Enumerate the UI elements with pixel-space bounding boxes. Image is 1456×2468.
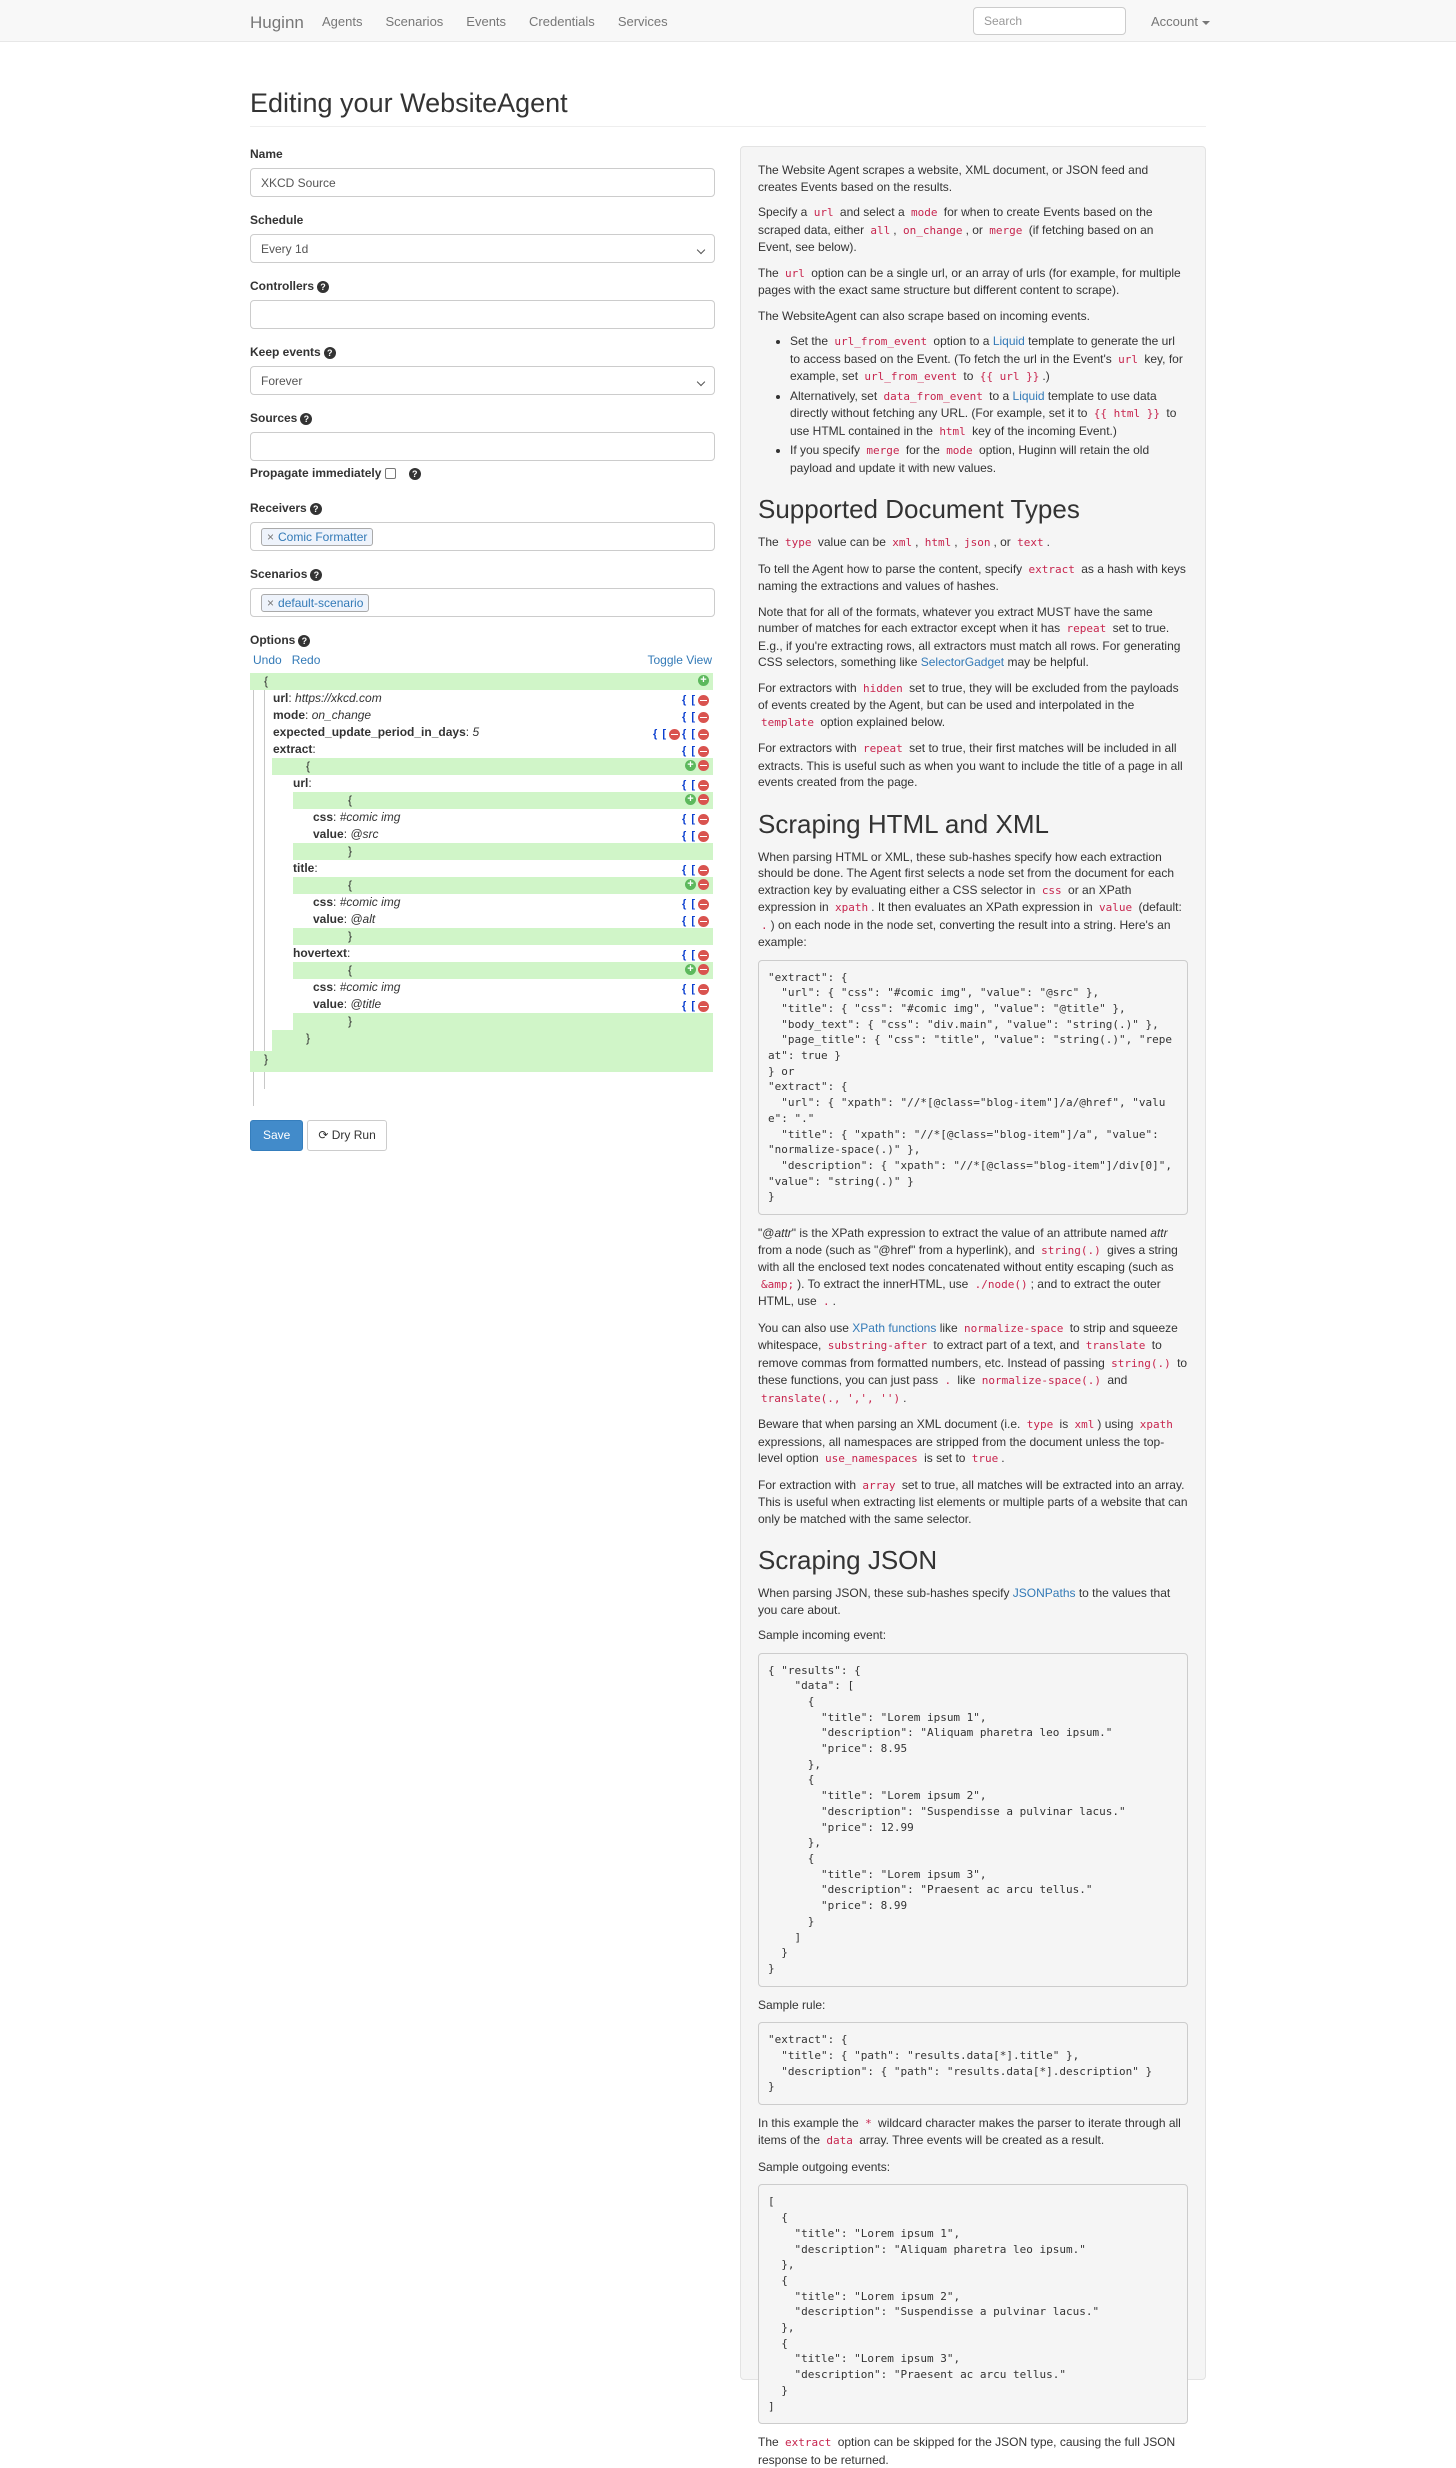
colon: : [347,946,351,961]
convert-buttons[interactable]: { [ [682,813,696,826]
convert-buttons[interactable]: { [ [682,1000,696,1013]
help-paragraph: Note that for all of the formats, whatever you extract MUST have the same number of matches for each extractor except when it has repeat set to true. E.g., if you're extracting rows, all extractors must match all rows. For generating CSS selectors, something like SelectorGadget may be helpful. [758,604,1181,669]
value[interactable]: https://xkcd.com [295,691,382,706]
json-editor[interactable] [250,673,713,1106]
sample-rule-label: Sample rule: [758,1997,826,2012]
colon: : [333,980,337,995]
scenarios-field[interactable] [250,588,715,617]
toggle-view-link[interactable]: Toggle View [647,653,712,668]
colon: : [312,742,316,757]
code-block: "extract": { "title": { "path": "results.data[*].title" }, "description": { "path": "results.data[*].description" } } [758,2022,1188,2105]
help-icon[interactable]: ? [324,347,336,359]
convert-buttons[interactable]: { [ [682,949,696,962]
json-editor-toolbar [250,652,715,669]
brace: { [306,759,311,774]
key: title [293,861,315,876]
brace: { [348,963,353,978]
tree-row [250,826,713,843]
sources-label [250,410,715,427]
nav-services[interactable]: Services [617,14,668,29]
list-item: • If you specify merge for the mode option, Huginn will retain the old payload and update it with new values. [790,442,1188,476]
tree-row [250,724,713,741]
convert-buttons[interactable]: { [ [682,898,696,911]
remove-icon[interactable] [698,695,709,706]
scenario-tag[interactable] [261,594,369,612]
tree-row [250,996,713,1013]
help-paragraph: You can also use XPath functions like normalize-space to strip and squeeze whitespace, substring-after to extract part of a text, and translate to remove commas from formatted numbers, etc. Instead of passing string(.) to these functions, you can just pass . like normalize-space(.) and translate(., ',', '') . [758,1320,1188,1405]
brace: } [348,844,353,859]
list-item: • Set the url_from_event option to a Liquid template to generate the url to access based on the Event. (To fetch the url in the Event's url key, for example, set url_from_event to {{ url }} .) [790,333,1188,386]
value[interactable]: 5 [472,725,480,740]
tree-open [250,673,713,690]
redo-link[interactable]: Redo [291,653,321,668]
sources-field[interactable] [250,432,715,461]
convert-buttons[interactable]: { [ [682,779,696,792]
brace: } [264,1052,269,1067]
options-label [250,632,715,649]
tree-close [293,1013,713,1030]
key: value [313,827,344,842]
brace: { [264,674,269,689]
remove-icon[interactable] [698,780,709,791]
help-intro: The Website Agent scrapes a website, XML document, or JSON feed and creates Events based on the results. [758,163,1149,194]
agent-form [250,146,715,1151]
name-field[interactable]: XKCD Source [250,168,715,197]
controllers-label-text: Controllers [250,279,315,294]
selectorgadget-link[interactable]: SelectorGadget [920,655,1005,669]
help-paragraph: Specify a url and select a mode for when to create Events based on the scraped data, either all , on_change , or merge (if fetching based on an Event, see below). [758,205,1154,254]
value[interactable]: #comic img [339,980,401,995]
nav-credentials[interactable]: Credentials [529,14,595,29]
remove-icon[interactable] [698,746,709,757]
keep-events-label [250,344,715,361]
remove-tag-icon[interactable]: × [267,530,275,545]
tree-row [250,690,713,707]
navbar [0,0,1456,42]
keep-events-select[interactable]: Forever [250,366,715,395]
remove-tag-icon[interactable]: × [267,596,275,611]
section-heading: Scraping JSON [758,1545,938,1576]
value[interactable]: #comic img [339,895,401,910]
remove-icon[interactable] [698,879,709,890]
help-paragraph: "@attr" is the XPath expression to extract the value of an attribute named attr from a node (such as "@href" from a hyperlink), and string(.) gives a string with all the enclosed text nodes concatenated without entity escaping (such as &amp; ). To extract the innerHTML, use ./node() ; and to extract the outer HTML, use . . [758,1226,1178,1309]
nav-events[interactable]: Events [466,14,507,29]
value[interactable]: @title [350,997,382,1012]
receivers-label-text: Receivers [250,501,307,516]
tree-row [250,809,713,826]
remove-icon[interactable] [698,729,709,740]
tree-close [293,928,713,945]
remove-icon[interactable] [698,950,709,961]
help-paragraph: The type value can be xml , html , json , or text . [758,535,1050,549]
key: css [313,895,334,910]
help-icon[interactable]: ? [300,413,312,425]
brace: } [306,1031,311,1046]
brand-logo[interactable]: Huginn [250,13,304,32]
remove-icon[interactable] [698,1001,709,1012]
propagate-label [250,465,715,482]
remove-icon[interactable] [698,760,709,771]
remove-icon[interactable] [698,712,709,723]
convert-buttons[interactable]: { [ [682,711,696,724]
value[interactable]: @src [350,827,379,842]
list-item: • Alternatively, set data_from_event to a Liquid template to use data directly without fetching any URL. (For example, set it to {{ html }} to use HTML contained in the html key of the incoming Event.) [790,388,1188,441]
convert-buttons[interactable]: { [ [682,983,696,996]
colon: : [465,725,470,740]
dry-run-button[interactable] [307,1120,386,1151]
colon: : [305,708,309,723]
colon: : [343,827,348,842]
liquid-link[interactable]: Liquid [1012,388,1045,403]
key: expected_update_period_in_days [273,725,466,740]
receivers-field[interactable] [250,522,715,551]
add-icon[interactable] [685,794,696,805]
colon: : [343,997,348,1012]
help-paragraph: When parsing JSON, these sub-hashes specify JSONPaths to the values that you care about. [758,1586,1171,1617]
convert-buttons[interactable]: { [ [682,915,696,928]
help-paragraph: The url option can be a single url, or an array of urls (for example, for multiple pages with the exact same structure but different content to scrape). [758,265,1181,297]
controllers-label [250,278,715,295]
help-icon[interactable]: ? [298,635,310,647]
convert-buttons[interactable]: { [ [682,830,696,843]
jsonpaths-link[interactable]: JSONPaths [1012,1586,1076,1601]
tree-row [250,775,713,792]
code-block: [ { "title": "Lorem ipsum 1", "description": "Aliquam pharetra leo ipsum." }, { "title": "Lorem ipsum 2", "description": "Suspendisse a pulvinar lacus." }, { "title": "Lorem ipsum 3", "description": "Praesent ac arcu tellus." } ] [758,2184,1188,2424]
help-paragraph: For extractors with repeat set to true, their first matches will be included in all extracts. This is useful such as when you want to include the title of a page in all events created from the page. [758,741,1183,789]
tree-close [250,1051,713,1072]
convert-buttons[interactable]: { [ [682,864,696,877]
remove-icon[interactable] [698,984,709,995]
key: extract [273,742,313,757]
tree-row [250,945,713,962]
colon: : [288,691,292,706]
colon: : [333,895,337,910]
nav-agents[interactable]: Agents [322,14,363,29]
remove-icon[interactable] [698,964,709,975]
remove-icon[interactable] [698,865,709,876]
section-heading: Supported Document Types [758,494,1080,524]
colon: : [343,912,348,927]
tree-row [250,741,713,758]
help-paragraph: Beware that when parsing an XML document (i.e. type is xml ) using xpath expressions, all namespaces are stripped from the document unless the top-level option use_namespaces is set to true . [758,1417,1173,1466]
add-icon[interactable] [698,675,709,686]
page-title: Editing your WebsiteAgent [250,88,568,118]
help-paragraph: The extract option can be skipped for the JSON type, causing the full JSON response to be returned. [758,2435,1176,2467]
receiver-tag[interactable] [261,528,373,546]
add-icon[interactable] [685,964,696,975]
help-paragraph: When parsing HTML or XML, these sub-hashes specify how each extraction should be done. The Agent first selects a node set from the document for each extraction key by evaluating either a CSS selector in css or an XPath expression in xpath . It then evaluates an XPath expression in value (default: . ) on each node in the node set, converting the result into a string. Here's an example: [758,849,1182,949]
help-paragraph: To tell the Agent how to parse the content, specify extract as a hash with keys naming the extractions and values of hashes. [758,561,1186,593]
refresh-icon: ⟳ [318,1128,332,1143]
liquid-link[interactable]: Liquid [992,334,1025,348]
tree-open [293,962,713,979]
help-paragraph: The WebsiteAgent can also scrape based on incoming events. [758,308,1090,323]
convert-buttons[interactable]: { [ [682,694,696,707]
tree-row [250,911,713,928]
section-heading: Scraping HTML and XML [758,808,1049,839]
tree-row [250,894,713,911]
options-label-text: Options [250,633,296,648]
remove-icon[interactable] [698,831,709,842]
tree-close [272,1030,713,1051]
tree-close [293,843,713,860]
divider [250,126,1206,127]
sample-outgoing-label: Sample outgoing events: [758,2159,891,2174]
help-icon[interactable]: ? [317,281,329,293]
nav-scenarios[interactable]: Scenarios [385,14,444,29]
name-label: Name [250,147,283,161]
key: css [313,810,334,825]
help-paragraph: In this example the * wildcard character makes the parser to iterate through all items of the data array. Three events will be created as a result. [758,2115,1181,2148]
account-label: Account [1151,14,1198,29]
schedule-label: Schedule [250,213,304,228]
convert-buttons[interactable]: { [ [682,728,696,741]
tree-open [293,877,713,894]
search-input[interactable]: Search [973,7,1126,35]
brace: } [348,929,353,944]
brace: } [348,1014,353,1029]
key: hovertext [293,946,348,961]
value[interactable]: @alt [350,912,376,927]
remove-icon[interactable] [698,899,709,910]
brace: { [348,878,353,893]
remove-icon[interactable] [698,916,709,927]
add-icon[interactable] [685,760,696,771]
propagate-checkbox[interactable] [385,468,396,479]
key: url [273,691,289,706]
key: value [313,997,344,1012]
schedule-select[interactable]: Every 1d [250,234,715,263]
controllers-field[interactable] [250,300,715,329]
nav-links [322,13,668,31]
help-icon[interactable]: ? [310,503,322,515]
add-icon[interactable] [685,879,696,890]
value[interactable]: #comic img [339,810,401,825]
scenario-tag-label: default-scenario [278,596,364,611]
tree-open [293,792,713,809]
colon: : [308,776,312,791]
dry-run-label: Dry Run [331,1128,376,1143]
code-block: { "results": { "data": [ { "title": "Lorem ipsum 1", "description": "Aliquam pharetra leo ipsum." "price": 8.95 }, { "title": "Lorem ipsum 2", "description": "Suspendisse a pulvinar lacus." "price": 12.99 }, { "title": "Lorem ipsum 3", "description": "Praesent ac arcu tellus." "price": 8.99 } ] } } [758,1653,1188,1987]
convert-buttons[interactable]: { [ [682,745,696,758]
brace: { [348,793,353,808]
key: value [313,912,344,927]
help-icon[interactable]: ? [409,468,421,480]
remove-icon[interactable] [669,729,680,740]
scenarios-label [250,566,715,583]
value[interactable]: on_change [311,708,372,723]
key: mode [273,708,306,723]
convert-buttons[interactable]: { [ [653,728,667,741]
colon: : [314,861,318,876]
save-button[interactable]: Save [250,1120,303,1151]
help-panel [740,146,1206,2467]
account-menu[interactable] [1151,13,1210,31]
receivers-label [250,500,715,517]
scenarios-label-text: Scenarios [250,567,308,582]
help-list [790,333,1188,476]
remove-icon[interactable] [698,814,709,825]
xpath-functions-link[interactable]: XPath functions [852,1320,937,1335]
undo-redo [253,652,320,669]
propagate-label-text: Propagate immediately [250,466,382,481]
help-paragraph: For extractors with hidden set to true, they will be excluded from the payloads of events created by the Agent, but can be used and interpolated in the template option explained below. [758,680,1179,729]
tree-open [272,758,713,775]
keep-events-label-text: Keep events [250,345,321,360]
colon: : [333,810,337,825]
help-paragraph: For extraction with array set to true, all matches will be extracted into an array. This is useful when extracting list elements or multiple parts of a website that can only be matched with the same selector. [758,1477,1188,1526]
tree-row [250,979,713,996]
receiver-tag-label: Comic Formatter [278,530,368,545]
caret-down-icon [1202,21,1210,25]
key: url [293,776,309,791]
undo-link[interactable]: Undo [253,653,282,668]
sample-incoming-label: Sample incoming event: [758,1628,887,1643]
sources-label-text: Sources [250,411,298,426]
tree-row [250,707,713,724]
tree-row [250,860,713,877]
help-icon[interactable]: ? [310,569,322,581]
key: css [313,980,334,995]
remove-icon[interactable] [698,794,709,805]
code-block: "extract": { "url": { "css": "#comic img", "value": "@src" }, "title": { "css": "#comic img", "value": "@title" }, "body_text": { "css": "div.main", "value": "string(.)" }, "page_title": { "css": "title", "value": "string(.)", "repeat": true } } or "extract": { "url": { "xpath": "//*[@class="blog-item"]/a/@href", "value": "." "title": { "xpath": "//*[@class="blog-item"]/a", "value": "normalize-space(.)" }, "description": { "xpath": "//*[@class="blog-item"]/div[0]", "value": "string(.)" } } [758,960,1188,1216]
